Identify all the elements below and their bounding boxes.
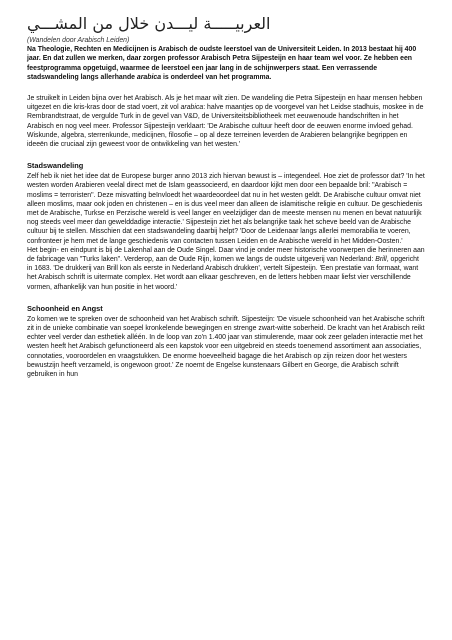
p1-text-2: : halve maantjes op de voorgevel van het Leidse stadhuis, moskee in de Rembrandtstraat, de vergulde Turk in de gevel van V&D, de Universiteitsbibliotheek met eeuwenoude handschriften in het Arabisch en nog veel meer. Professor Sijpesteijn verklaart: 'De Arabische cultuur heeft door de eeuwen enorme invloed gehad. Wiskunde, algebra, sterrenkunde, medicijnen, filosofie – op al deze terreinen leverden de Arabieren belangrijke begrippen en ideeën die cruciaal zijn geweest voor de ontwikkeling van het westen.' (27, 104, 424, 149)
intro-emphasis: arabica (136, 73, 162, 81)
intro-text-2: is onderdeel van het programma. (161, 73, 272, 81)
p3-text-2: , opgericht in 1683. 'De drukkerij van Brill kon als eerste in Nederland Arabisch drukken', vertelt Sijpesteijn. 'Een prestatie van formaat, want het Arabisch schrift is uitermate complex. Het wordt aan elkaar geschreven, en de letters hebben maar liefst vier verschillende vormen, afhankelijk van hun positie in het woord.' (27, 256, 419, 291)
paragraph-1 (27, 94, 425, 149)
paragraph-2: Zelf heb ik niet het idee dat de Europese burger anno 2013 zich hiervan bewust is – integendeel. Hoe ziet de professor dat? 'In het westen worden Arabieren veelal direct met de Islam geassocieerd, en daardoor kijkt men door een bepaalde bril: "Arabisch = moslims = terroristen". Deze misvatting beïnvloedt het waardeoordeel dat nu in het westen geldt. De Arabische cultuur omvat niet alleen moslims, maar ook joden en christenen – en is dus veel meer dan alleen de islamitische religie en cultuur. De geschiedenis met de Arabische, Turkse en Perzische wereld is veel langer en veelzijdiger dan de meeste mensen nu menen en bevat natuurlijk nog steeds veel meer dan gewelddadige interactie.' Sijpesteijn ziet het als belangrijke taak het scheve beeld van de Arabische cultuur bij te stellen. Misschien dat een stadswandeling daarbij helpt? 'Door de Leidenaar langs allerlei memorabilia te voeren, confronteer je hem met de lange geschiedenis van contacten tussen Leiden en de Arabische wereld in het Midden-Oosten.' (27, 173, 425, 245)
subtitle: (Wandelen door Arabisch Leiden) (27, 37, 130, 44)
intro-text-1: Na Theologie, Rechten en Medicijnen is Arabisch de oudste leerstoel van de Universiteit Leiden. In 2013 bestaat hij 400 jaar. En dat zullen we merken, daar zorgen professor Arabisch Petra Sijpesteijn en haar team wel voor. Ze hebben een feestprogramma opgetuigd, waarmee de leerstoel een jaar lang in de schijnwerpers staat. Een verrassende stadswandeling langs allerhande (27, 46, 417, 81)
heading-stadswandeling: Stadswandeling (27, 161, 84, 171)
document-page (27, 14, 425, 391)
p3-text-1: Het begin- en eindpunt is bij de Lakenhal aan de Oude Singel. Daar vind je onder meer historische voorwerpen die herinneren aan de fabricage van "Turks laken". Verderop, aan de Oude Rijn, komen we langs de oudste uitgeverij van Nederland: (27, 246, 425, 264)
arabic-title: العربيـــــة ليـــدن خلال من المشـــي (27, 14, 271, 33)
intro-paragraph (27, 45, 425, 82)
p1-text-1: Je struikelt in Leiden bijna over het Arabisch. Als je het maar wilt zien. De wandeling die Petra Sijpesteijn en haar mensen hebben uitgezet en die kris-kras door de stad voert, zit vol (27, 95, 423, 112)
p3-emphasis: Brill (375, 256, 387, 264)
p1-emphasis: arabica (180, 104, 204, 112)
paragraph-4: Zo komen we te spreken over de schoonheid van het Arabisch schrift. Sijpesteijn: 'De visuele schoonheid van het Arabische schrift zit in de unieke combinatie van soepel kronkelende bewegingen en strenge zwart-witte soberheid. De kracht van het Arabisch reikt echter veel verder dan esthetiek alléén. In de loop van zo'n 1.400 jaar van stimulerende, maar ook zeer geladen interactie met het westen heeft het Arabisch gefunctioneerd als een kapstok voor een uitgebreid en steeds toenemend assortiment aan associaties, connotaties, vooroordelen en vraagstukken. De enorme hoeveelheid bagage die het Arabisch op zijn reizen door het westers bewustzijn heeft verzameld, is ongewoon groot.' Ze noemt de Engelse kunstenaars Gilbert en George, die Arabisch schrift gebruiken in hun (27, 315, 425, 379)
paragraph-3 (27, 246, 425, 292)
heading-schoonheid-en-angst: Schoonheid en Angst (27, 303, 103, 313)
